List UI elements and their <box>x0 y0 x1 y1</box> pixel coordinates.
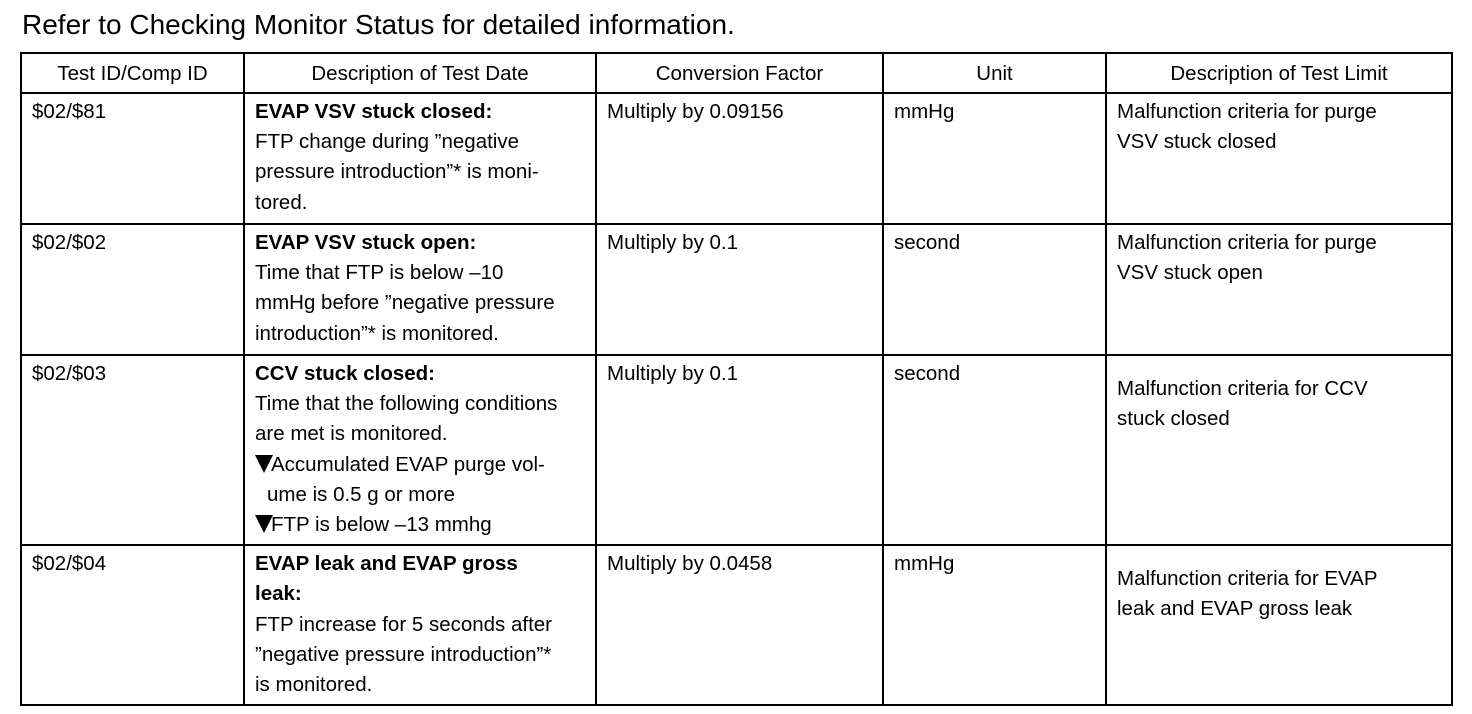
unit-cell: second <box>883 224 1106 355</box>
description-line: ”negative pressure introduction”* <box>255 642 552 666</box>
limit-line: Malfunction criteria for purge <box>1117 231 1377 254</box>
test-heading: EVAP VSV stuck closed: <box>255 100 493 123</box>
test-heading: EVAP VSV stuck open: <box>255 231 477 254</box>
description-line: mmHg before ”negative pressure <box>255 291 555 315</box>
table-row <box>21 355 1452 545</box>
column-header-conversion-factor: Conversion Factor <box>596 53 883 93</box>
description-line: Time that FTP is below –10 <box>255 261 504 285</box>
test-id-cell: $02/$04 <box>21 545 244 705</box>
unit-cell: mmHg <box>883 93 1106 224</box>
description-line: tored. <box>255 190 308 214</box>
column-header-test-limit: Description of Test Limit <box>1106 53 1452 93</box>
bullet-text: FTP is below –13 mmhg <box>271 513 492 537</box>
limit-line: stuck closed <box>1117 407 1230 431</box>
conversion-factor-cell: Multiply by 0.1 <box>596 224 883 355</box>
description-line: FTP change during ”negative <box>255 130 520 154</box>
intro-text: Refer to Checking Monitor Status for detailed information. <box>22 9 735 40</box>
test-heading: EVAP leak and EVAP gross <box>255 552 518 576</box>
test-id-cell: $02/$03 <box>21 355 244 545</box>
limit-line: Malfunction criteria for EVAP <box>1117 567 1378 591</box>
description-cell <box>244 355 596 545</box>
description-line: pressure introduction”* is moni- <box>255 160 539 184</box>
conversion-factor-cell: Multiply by 0.0458 <box>596 545 883 705</box>
test-limit-cell <box>1106 224 1452 355</box>
test-heading: CCV stuck closed: <box>255 362 435 385</box>
test-limit-cell <box>1106 355 1452 545</box>
description-line: introduction”* is monitored. <box>255 321 499 345</box>
test-heading-continued: leak: <box>255 582 302 606</box>
limit-line: VSV stuck closed <box>1117 130 1277 154</box>
condition-bullet <box>255 450 587 510</box>
column-header-description: Description of Test Date <box>244 53 596 93</box>
table-header-row <box>21 53 1452 93</box>
test-id-cell: $02/$02 <box>21 224 244 355</box>
limit-line: leak and EVAP gross leak <box>1117 597 1353 621</box>
table-row <box>21 545 1452 705</box>
test-limit-cell <box>1106 545 1452 705</box>
unit-cell: mmHg <box>883 545 1106 705</box>
limit-line: Malfunction criteria for CCV <box>1117 377 1368 400</box>
bullet-text-continued: ume is 0.5 g or more <box>267 482 455 506</box>
test-result-table <box>20 52 1453 706</box>
table-row <box>21 93 1452 224</box>
description-line: is monitored. <box>255 673 373 697</box>
limit-line: Malfunction criteria for purge <box>1117 100 1377 123</box>
column-header-test-id: Test ID/Comp ID <box>21 53 244 93</box>
bullet-text: Accumulated EVAP purge vol- <box>271 452 545 476</box>
unit-cell: second <box>883 355 1106 545</box>
condition-bullet <box>255 510 587 540</box>
column-header-unit: Unit <box>883 53 1106 93</box>
table-row <box>21 224 1452 355</box>
description-cell <box>244 545 596 705</box>
conversion-factor-cell: Multiply by 0.09156 <box>596 93 883 224</box>
conversion-factor-cell: Multiply by 0.1 <box>596 355 883 545</box>
test-limit-cell <box>1106 93 1452 224</box>
description-line: are met is monitored. <box>255 422 448 446</box>
description-cell <box>244 224 596 355</box>
description-line: Time that the following conditions <box>255 392 558 416</box>
test-id-cell: $02/$81 <box>21 93 244 224</box>
description-line: FTP increase for 5 seconds after <box>255 612 553 636</box>
limit-line: VSV stuck open <box>1117 261 1263 285</box>
description-cell <box>244 93 596 224</box>
